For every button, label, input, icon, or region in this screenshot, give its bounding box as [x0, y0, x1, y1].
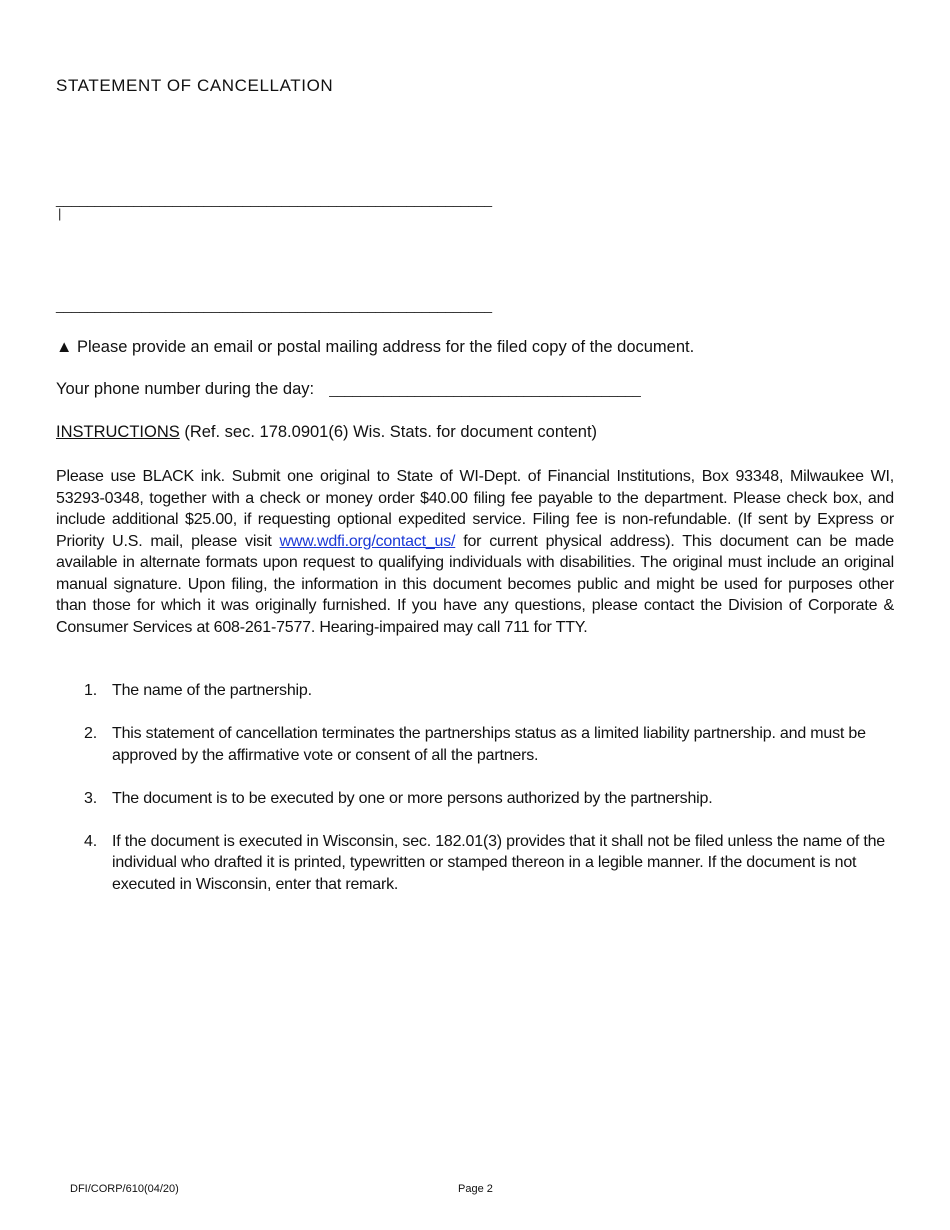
list-item	[84, 680, 894, 702]
document-title: STATEMENT OF CANCELLATION	[56, 76, 334, 95]
form-id: DFI/CORP/610(04/20)	[70, 1183, 179, 1195]
text-cursor: |	[58, 206, 62, 221]
instructions-heading: INSTRUCTIONS	[56, 423, 180, 441]
list-item-number: 2.	[84, 725, 97, 742]
list-item-text: If the document is executed in Wisconsin, sec. 182.01(3) provides that it shall not be filed unless the name of the individual who drafted it is printed, typewritten or stamped thereon in a legible manner. If the document is not executed in Wisconsin, enter that remark.	[112, 832, 886, 893]
list-item-text: This statement of cancellation terminates the partnerships status as a limited liability partnership. and must be approved by the affirmative vote or consent of all the partners.	[112, 725, 866, 764]
instructions-list	[84, 680, 894, 917]
instructions-text-part2: for current physical address). This document can be made available in alternate formats upon request to qualifying individuals with disabilities. The original must include an original manual signature. Upon filing, the information in this document becomes public and might be used for purposes other than those for which it was originally furnished. If you have any questions, please contact the Division of Corporate & Consumer Services at 608-261-7577. Hearing-impaired may call 711 for TTY.	[56, 532, 894, 636]
list-item	[84, 788, 894, 810]
contact-us-link[interactable]: www.wdfi.org/contact_us/	[279, 532, 456, 550]
list-item-text: The name of the partnership.	[112, 682, 312, 699]
page-number: Page 2	[458, 1183, 493, 1195]
list-item-number: 1.	[84, 682, 97, 699]
instructions-heading-row	[56, 423, 597, 442]
list-item-number: 3.	[84, 789, 97, 807]
list-item	[84, 723, 894, 766]
phone-field[interactable]: ________________________________________	[329, 381, 641, 397]
instructions-text-part1: Please use BLACK ink. Submit one original to State of WI-Dept. of Financial Institutions, Box 93348, Milwaukee WI, 53293-0348, together with a check or money order $40.00 filing fee payable to the department. Please check box, and include additional $25.00, if requesting optional expedited service. Filing fee is non-refundable. (If sent by Express or Priority U.S. mail, please visit	[56, 468, 894, 550]
list-item	[84, 831, 894, 896]
instructions-ref: (Ref. sec. 178.0901(6) Wis. Stats. for document content)	[184, 423, 598, 441]
address-note	[56, 338, 694, 357]
list-item-text: The document is to be executed by one or more persons authorized by the partnership.	[112, 789, 713, 807]
signature-line[interactable]: ________________________________________________________	[56, 191, 493, 207]
address-line[interactable]: ________________________________________________________	[56, 297, 493, 313]
list-item-number: 4.	[84, 832, 97, 850]
phone-label: Your phone number during the day:	[56, 380, 315, 398]
triangle-up-icon: ▲	[56, 338, 73, 356]
instructions-paragraph	[56, 466, 894, 638]
address-note-text: Please provide an email or postal mailing address for the filed copy of the document.	[76, 338, 695, 356]
phone-row	[56, 380, 641, 399]
